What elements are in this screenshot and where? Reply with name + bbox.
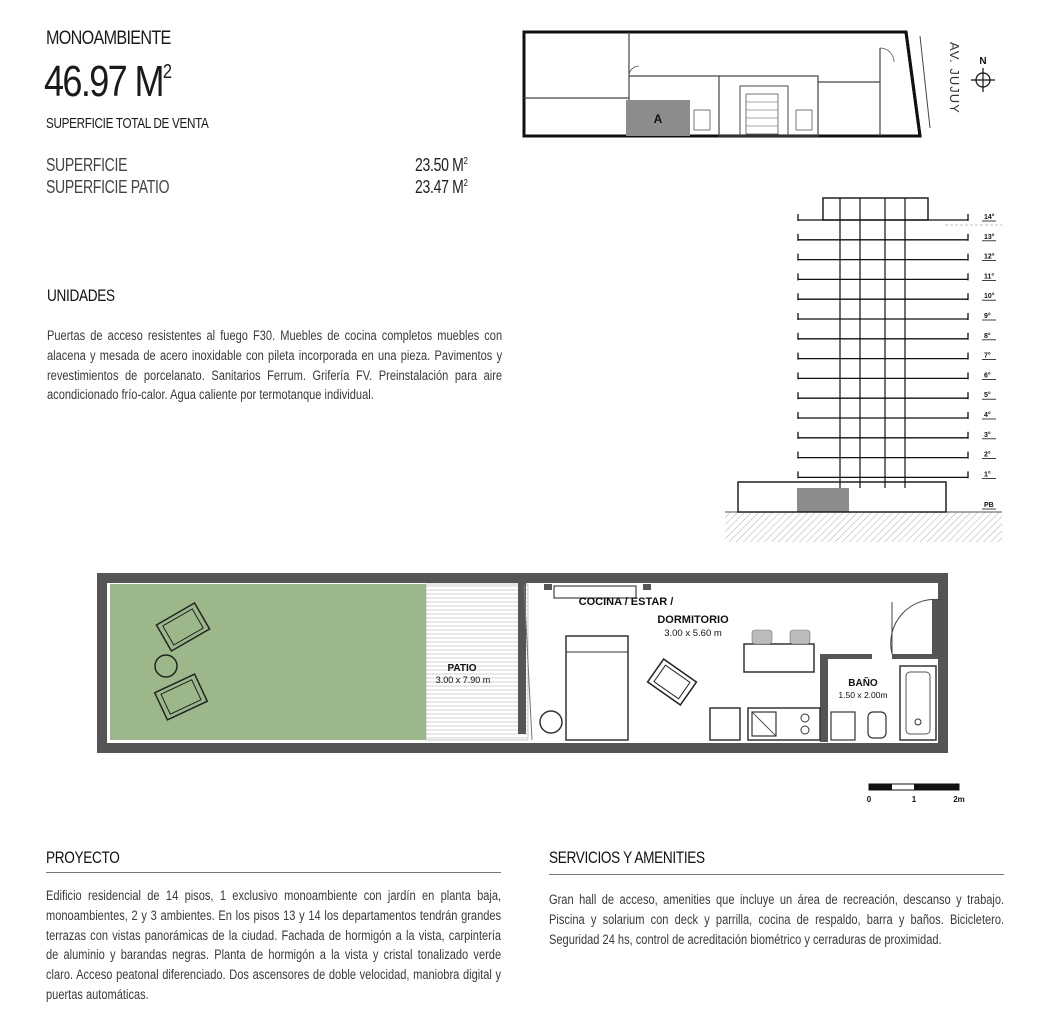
stool-1-icon (752, 630, 772, 644)
bar-counter-icon (744, 644, 814, 672)
deck-area (426, 584, 528, 740)
washbasin-icon (831, 712, 855, 740)
floor-label: 4° (984, 412, 991, 419)
floor-label: 3° (984, 431, 991, 439)
cooktop-burner-1-icon (801, 714, 809, 722)
unidades-title: UNIDADES (47, 286, 115, 305)
north-label: N (979, 56, 987, 67)
surface-value-superscript: 2 (463, 156, 468, 167)
servicios-title: SERVICIOS Y AMENITIES (549, 848, 705, 867)
floor-label: 7° (984, 352, 991, 360)
street-label: AV. JUJUY (947, 42, 962, 114)
garden-area (110, 584, 426, 740)
scale-label-0: 0 (866, 795, 872, 804)
floor-label: 5° (984, 392, 991, 400)
proyecto-divider (46, 872, 501, 873)
stool-2-icon (790, 630, 810, 644)
servicios-text: Gran hall de acceso, amenities que incluye un área de recreación, descanso y trabajo. Piscina y solarium con deck y parrilla, cocina de respaldo, barra y baños. Bicicletero. Seguridad 24 hs, control de acreditación biométrico y cerraduras de proximidad. (549, 892, 1005, 947)
floor-label: 10° (984, 293, 995, 301)
proyecto-title: PROYECTO (46, 848, 120, 867)
main-room-name-2: DORMITORIO (657, 614, 729, 626)
main-room-dims: 3.00 x 5.60 m (664, 628, 722, 639)
surface-label: SUPERFICIE (46, 155, 128, 175)
unit-a-tag: A (653, 112, 663, 126)
unidades-text: Puertas de acceso resistentes al fuego F30. Muebles de cocina completos muebles con alacena y mesada de acero inoxidable con pileta incorporada en una pieza. Pavimentos y revestimientos de porcelanato. Sanitarios Ferrum. Grifería FV. Preinstalación para aire acondicionado frío-calor. Agua caliente por termotanque individual. (47, 328, 503, 403)
armchair-icon (648, 659, 697, 705)
kitchen-counter (748, 708, 820, 740)
scale-label-2: 2m (953, 795, 965, 804)
ground-unit-highlight (797, 488, 849, 512)
floor-plan (96, 572, 951, 757)
patio-surface-label: SUPERFICIE PATIO (46, 177, 170, 197)
patio-surface-value-superscript: 2 (463, 178, 468, 189)
bath-dims: 1.50 x 2.00m (838, 690, 888, 700)
patio-name: PATIO (447, 663, 477, 674)
total-area (44, 57, 171, 106)
total-area-number: 46.97 M (44, 57, 163, 106)
patio-surface-value-number: 23.47 M (415, 177, 464, 197)
round-table-icon (540, 711, 562, 733)
bath-name: BAÑO (848, 678, 878, 689)
floor-label: 8° (984, 332, 991, 340)
fridge-icon (710, 708, 740, 740)
servicios-divider (549, 874, 1004, 875)
surface-value (415, 155, 468, 176)
bathtub-icon (900, 666, 936, 740)
floor-label: 11° (984, 273, 995, 281)
patio-dims: 3.00 x 7.90 m (435, 675, 491, 685)
proyecto-text: Edificio residencial de 14 pisos, 1 exclusivo monoambiente con jardín en planta baja, monoambientes, 2 y 3 ambientes. En los pisos 13 y 14 los departamentos tendrán grandes terrazas con vistas panorámicas de la ciudad. Fachada de hormigón a la vista, carpintería de aluminio y barandas negras. Planta de hormigón a la vista y cristal tonalizado verde claro. Acceso peatonal diferenciado. Dos ascensores de doble velocidad, maniobra digital y puertas automáticas. (46, 888, 502, 1002)
toilet-icon (868, 712, 886, 738)
scale-bar (866, 782, 966, 806)
total-area-superscript: 2 (162, 61, 171, 83)
floor-label: 2° (984, 451, 991, 459)
unit-type-title: MONOAMBIENTE (46, 28, 171, 49)
patio-surface-value (415, 177, 468, 198)
site-plan (520, 28, 1030, 148)
floor-label: 9° (984, 313, 991, 320)
cooktop-burner-2-icon (801, 726, 809, 734)
main-room-name-1: COCINA / ESTAR / (578, 596, 674, 608)
floor-label: PB (984, 502, 994, 509)
floor-label: 6° (984, 372, 991, 380)
building-section (720, 190, 1010, 550)
scale-label-1: 1 (911, 795, 917, 804)
floor-label: 1° (984, 471, 991, 479)
floor-label: 14° (984, 214, 995, 221)
surface-value-number: 23.50 M (415, 155, 464, 175)
total-area-label: SUPERFICIE TOTAL DE VENTA (46, 115, 209, 132)
floor-label: 13° (984, 233, 995, 241)
floor-label: 12° (984, 253, 995, 261)
